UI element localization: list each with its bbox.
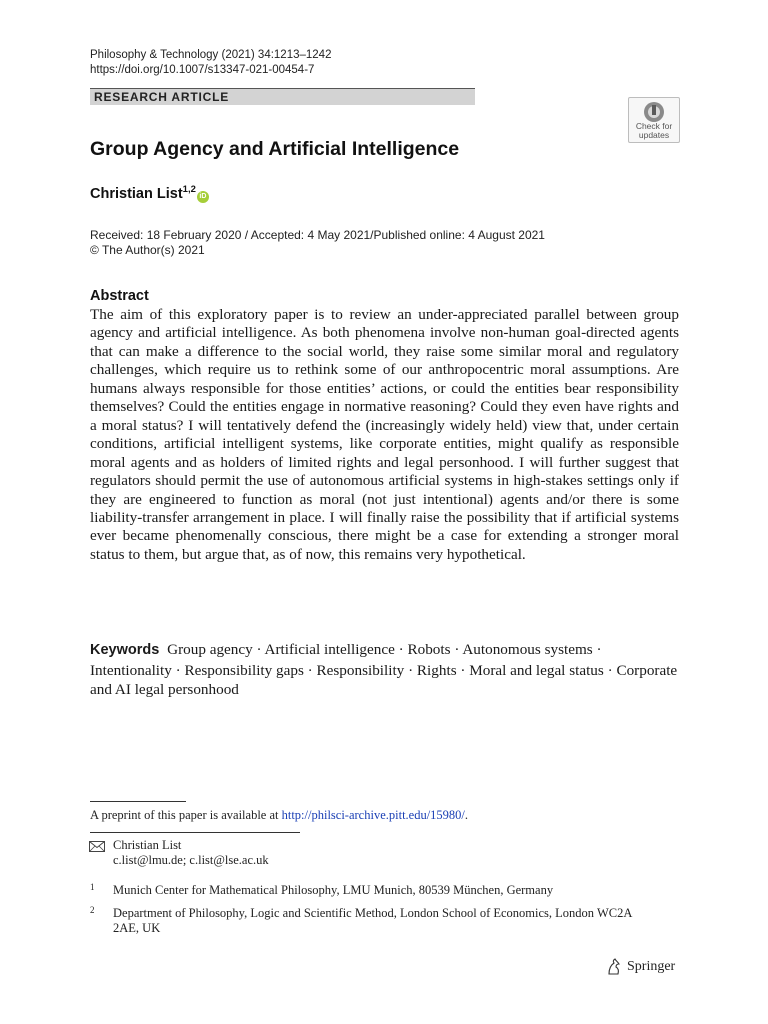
footnote-divider bbox=[90, 801, 186, 802]
author-affiliation-marks: 1,2 bbox=[182, 184, 196, 195]
publisher-logo bbox=[605, 958, 675, 976]
mail-icon bbox=[89, 841, 105, 852]
springer-horse-icon bbox=[605, 958, 623, 976]
preprint-prefix: A preprint of this paper is available at bbox=[90, 808, 282, 822]
preprint-suffix: . bbox=[464, 808, 469, 822]
check-for-updates-icon bbox=[643, 101, 665, 123]
check-for-updates-badge[interactable] bbox=[628, 97, 680, 143]
publisher-name: Springer bbox=[627, 959, 676, 974]
doi-link[interactable]: https://doi.org/10.1007/s13347-021-00454-7 bbox=[90, 64, 315, 76]
journal-citation: Philosophy & Technology (2021) 34:1213–1242 bbox=[90, 49, 332, 61]
correspondence-name: Christian List bbox=[113, 838, 182, 852]
author-name: Christian List bbox=[90, 186, 183, 202]
correspondence-divider bbox=[90, 832, 300, 833]
preprint-footnote bbox=[90, 808, 468, 823]
article-type-label: RESEARCH ARTICLE bbox=[94, 90, 230, 104]
article-type-bar bbox=[90, 88, 475, 105]
affiliation-number: 1 bbox=[90, 882, 95, 892]
author-line bbox=[90, 184, 209, 203]
affiliation-text: Munich Center for Mathematical Philosophy, LMU Munich, 80539 München, Germany bbox=[113, 883, 554, 897]
affiliation-number: 2 bbox=[90, 905, 95, 915]
abstract-text: The aim of this exploratory paper is to review an under-appreciated parallel between group agency and artificial intelligence. As both phenomena involve non-human goal-directed agents that can make a difference to the social world, they raise some similar moral and regulatory challenges, which require us to rethink some of our anthropocentric moral assumptions. Are humans always responsible for those entities’ actions, or could the entities bear responsibility themselves? Could the entities engage in normative reasoning? Could they even have rights and a moral status? I will tentatively defend the (increasingly widely held) view that, under certain conditions, artificial intelligent systems, like corporate entities, might qualify as responsible moral agents and as holders of limited rights and legal personhood. I will further suggest that regulators should permit the use of autonomous artificial systems in high-stakes settings only if they are engineered to function as moral (not just intentional) agents and/or there is some liability-transfer arrangement in place. I will finally raise the possibility that if artificial systems ever became phenomenally conscious, there might be a case for extending a stronger moral status to them, but argue that, as of now, this remains very hypothetical. bbox=[90, 306, 679, 563]
correspondence-emails[interactable]: c.list@lmu.de; c.list@lse.ac.uk bbox=[113, 853, 269, 867]
check-badge-line1: Check for bbox=[635, 121, 673, 131]
preprint-link[interactable]: http://philsci-archive.pitt.edu/15980/ bbox=[281, 808, 465, 822]
publication-dates: Received: 18 February 2020 / Accepted: 4 May 2021/Published online: 4 August 2021 bbox=[90, 228, 545, 242]
check-badge-line2: updates bbox=[638, 130, 670, 140]
keywords-block bbox=[90, 640, 680, 700]
keywords-label: Keywords bbox=[90, 642, 160, 658]
paper-title: Group Agency and Artificial Intelligence bbox=[90, 138, 460, 160]
keywords-list: Group agency · Artificial intelligence · Robots · Autonomous systems · Intentionality · Responsibility gaps · Responsibility · Rights · Moral and legal status · Corporate and AI legal personhood bbox=[90, 641, 678, 698]
affiliation-text: Department of Philosophy, Logic and Scientific Method, London School of Economics, London WC2A 2AE, UK bbox=[113, 906, 632, 935]
abstract-heading: Abstract bbox=[90, 288, 149, 304]
orcid-icon[interactable]: iD bbox=[197, 191, 209, 203]
copyright-notice: © The Author(s) 2021 bbox=[90, 243, 205, 257]
